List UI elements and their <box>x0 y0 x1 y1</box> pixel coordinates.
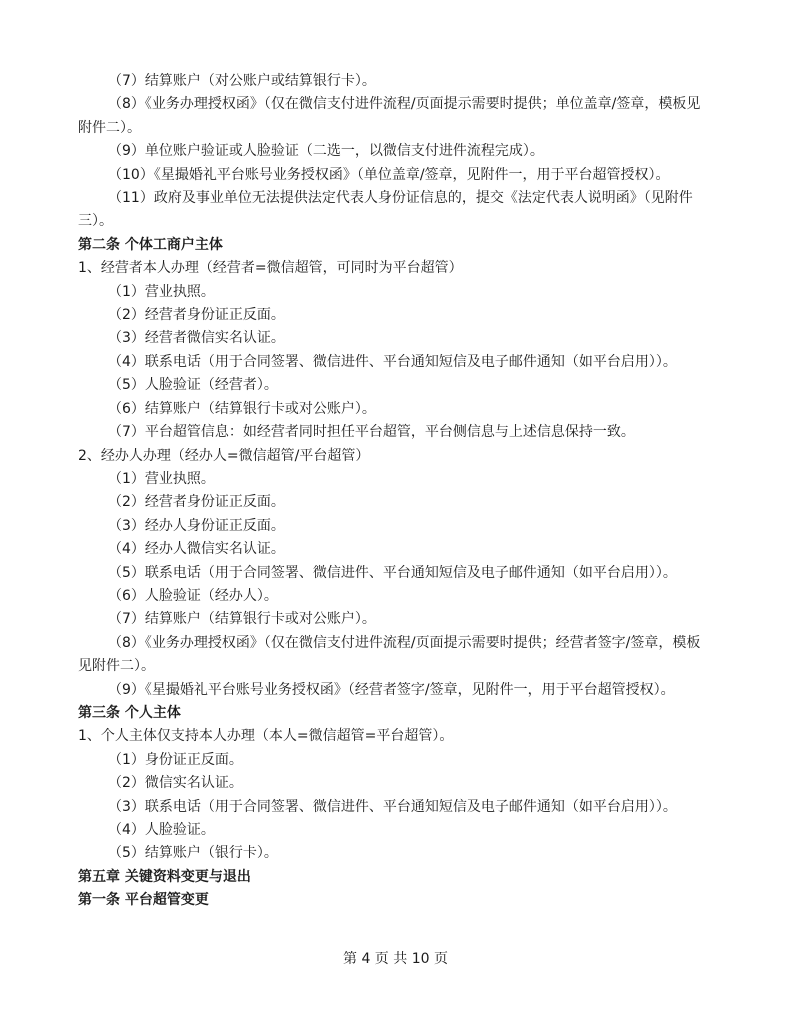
numbered-item: （10）《星撮婚礼平台账号业务授权函》（单位盖章/签章，见附件一，用于平台超管授权）。 <box>108 166 670 183</box>
numbered-item: （6）结算账户（结算银行卡或对公账户）。 <box>108 400 376 417</box>
numbered-item: （4）联系电话（用于合同签署、微信进件、平台通知短信及电子邮件通知（如平台启用））。 <box>108 353 677 370</box>
numbered-item: （5）联系电话（用于合同签署、微信进件、平台通知短信及电子邮件通知（如平台启用））。 <box>108 564 677 581</box>
numbered-item: （2）微信实名认证。 <box>108 775 243 792</box>
numbered-item: （5）结算账户（银行卡）。 <box>108 845 278 862</box>
numbered-item: （4）人脸验证。 <box>108 822 215 838</box>
list-paragraph: 1、个人主体仅支持本人办理（本人=微信超管=平台超管）。 <box>78 728 454 745</box>
numbered-item: （9）单位账户验证或人脸验证（二选一，以微信支付进件流程完成）。 <box>108 143 544 160</box>
numbered-item: （8）《业务办理授权函》（仅在微信支付进件流程/页面提示需要时提供；单位盖章/签章，模板见附件二）。 <box>78 96 701 136</box>
numbered-item: （6）人脸验证（经办人）。 <box>108 587 278 604</box>
section-heading: 第二条 个体工商户主体 <box>78 236 223 253</box>
list-paragraph: 2、经办人办理（经办人=微信超管/平台超管） <box>78 447 370 464</box>
numbered-item: （1）营业执照。 <box>108 283 215 300</box>
numbered-item: （3）经营者微信实名认证。 <box>108 330 285 347</box>
numbered-item: （7）结算账户（对公账户或结算银行卡）。 <box>108 73 376 89</box>
numbered-item: （11）政府及事业单位无法提供法定代表人身份证信息的，提交《法定代表人说明函》（见附件三）。 <box>78 190 693 230</box>
section-heading: 第一条 平台超管变更 <box>78 892 209 909</box>
numbered-item: （9）《星撮婚礼平台账号业务授权函》（经营者签字/签章，见附件一，用于平台超管授权）。 <box>108 681 675 698</box>
numbered-item: （2）经营者身份证正反面。 <box>108 494 285 511</box>
numbered-item: （3）经办人身份证正反面。 <box>108 517 285 534</box>
chapter-heading: 第五章 关键资料变更与退出 <box>78 868 251 885</box>
section-heading: 第三条 个人主体 <box>78 704 181 721</box>
numbered-item: （7）结算账户（结算银行卡或对公账户）。 <box>108 611 376 628</box>
list-paragraph: 1、经营者本人办理（经营者=微信超管，可同时为平台超管） <box>78 260 463 277</box>
page-number: 第 4 页 共 10 页 <box>343 951 448 967</box>
numbered-item: （8）《业务办理授权函》（仅在微信支付进件流程/页面提示需要时提供；经营者签字/签章，模板见附件二）。 <box>78 634 701 675</box>
numbered-item: （1）营业执照。 <box>108 470 215 487</box>
numbered-item: （3）联系电话（用于合同签署、微信进件、平台通知短信及电子邮件通知（如平台启用））。 <box>108 798 677 815</box>
numbered-item: （1）身份证正反面。 <box>108 751 243 768</box>
numbered-item: （7）平台超管信息：如经营者同时担任平台超管，平台侧信息与上述信息保持一致。 <box>108 424 635 441</box>
numbered-item: （4）经办人微信实名认证。 <box>108 541 285 558</box>
numbered-item: （2）经营者身份证正反面。 <box>108 307 285 324</box>
numbered-item: （5）人脸验证（经营者）。 <box>108 377 278 394</box>
